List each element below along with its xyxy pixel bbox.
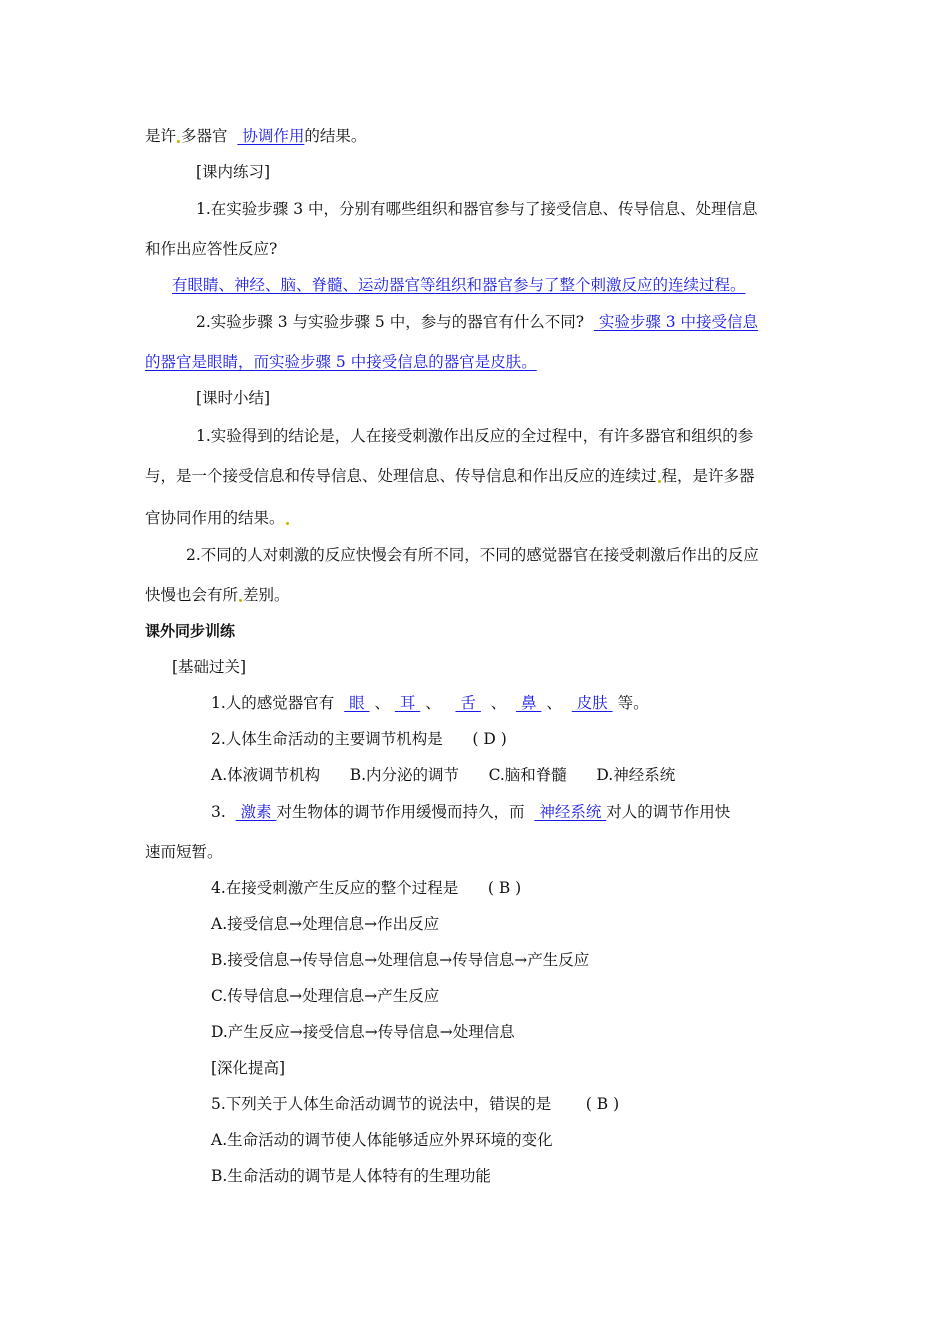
stray-mark [177, 140, 180, 143]
question-text: 5.下列关于人体生命活动调节的说法中，错误的是 [211, 1095, 552, 1113]
question-text: 4.在接受刺激产生反应的整个过程是 [211, 879, 459, 897]
basic-question-2-options [211, 765, 675, 785]
question-text: 等。 [617, 694, 649, 712]
deep-question-5 [211, 1094, 619, 1114]
answer-choice: ( D ) [472, 730, 507, 748]
summary-1-line2 [145, 466, 755, 486]
question-1-line1: 1.在实验步骤 3 中，分别有哪些组织和器官参与了接受信息、传导信息、处理信息 [196, 200, 758, 218]
answer-choice: ( B ) [487, 879, 522, 897]
separator: 、 [374, 694, 390, 712]
basic-question-3-line2: 速而短暂。 [145, 843, 223, 861]
section-heading-classroom-practice: [课内练习] [196, 163, 271, 181]
option-d: D.神经系统 [596, 766, 676, 784]
question-2-answer-part2: 的器官是眼睛，而实验步骤 5 中接受信息的器官是皮肤。 [145, 353, 537, 371]
summary-1-line1: 1.实验得到的结论是，人在接受刺激作出反应的全过程中，有许多器官和组织的参 [196, 427, 754, 445]
question-2-answer-part1: 实验步骤 3 中接受信息 [593, 313, 759, 331]
stray-mark [286, 522, 289, 525]
text: 与，是一个接受信息和传导信息、处理信息、传导信息和作出反应的连续过 [145, 467, 657, 485]
section-heading-basic: [基础过关] [172, 658, 247, 676]
section-heading-summary: [课时小结] [196, 389, 271, 407]
summary-1-line3 [145, 508, 290, 528]
separator: 、 [490, 694, 507, 712]
answer-blank: 耳 [394, 694, 421, 712]
basic-question-3-line1 [211, 802, 730, 822]
question-2-text: 2.实验步骤 3 与实验步骤 5 中，参与的器官有什么不同? [196, 313, 585, 331]
question-text: 对生物体的调节作用缓慢而持久，而 [276, 803, 525, 821]
answer-blank: 眼 [344, 694, 370, 712]
text: 多器官 [181, 127, 228, 145]
answer-blank: 舌 [455, 694, 481, 712]
text: 程，是许多器 [661, 467, 755, 485]
question-text: 对人的调节作用快 [606, 803, 731, 821]
question-text: 2.人体生命活动的主要调节机构是 [211, 730, 443, 748]
basic-question-4 [211, 878, 521, 898]
text: 快慢也会有所 [145, 586, 239, 604]
answer-blank: 协调作用 [237, 127, 305, 145]
answer-blank: 鼻 [516, 694, 542, 712]
question-2-line1 [196, 312, 758, 332]
stray-mark [658, 480, 661, 483]
text: 差别。 [243, 586, 290, 604]
text: 的结果。 [304, 127, 367, 145]
question-number: 3. [211, 803, 226, 821]
section-title-after-class: 课外同步训练 [145, 622, 236, 640]
separator: 、 [546, 694, 562, 712]
option-b: B.内分泌的调节 [349, 766, 460, 784]
answer-choice: ( B ) [585, 1095, 620, 1113]
answer-blank: 激素 [235, 803, 277, 821]
summary-2-line1: 2.不同的人对刺激的反应快慢会有所不同，不同的感觉器官在接受刺激后作出的反应 [186, 546, 759, 564]
question-1-line2: 和作出应答性反应? [145, 240, 278, 258]
basic-question-2 [211, 729, 507, 749]
question-1-answer: 有眼睛、神经、脑、脊髓、运动器官等组织和器官参与了整个刺激反应的连续过程。 [172, 276, 746, 294]
option-d: D.产生反应→接受信息→传导信息→处理信息 [211, 1023, 515, 1041]
basic-question-1 [211, 693, 649, 713]
paragraph-conclusion-end [145, 126, 366, 146]
stray-mark [239, 599, 242, 602]
option-c: C.传导信息→处理信息→产生反应 [211, 987, 440, 1005]
text: 是许 [145, 127, 177, 145]
text: 官协同作用的结果。 [145, 509, 285, 527]
option-a: A.生命活动的调节使人体能够适应外界环境的变化 [211, 1131, 553, 1149]
option-c: C.脑和脊髓 [488, 766, 567, 784]
option-b: B.接受信息→传导信息→处理信息→传导信息→产生反应 [211, 951, 590, 969]
separator: 、 [425, 694, 441, 712]
answer-blank: 皮肤 [571, 694, 613, 712]
option-a: A.体液调节机构 [211, 766, 321, 784]
question-text: 1.人的感觉器官有 [211, 694, 335, 712]
summary-2-line2 [145, 585, 290, 605]
option-a: A.接受信息→处理信息→作出反应 [211, 915, 440, 933]
section-heading-deepen: [深化提高] [211, 1059, 286, 1077]
answer-blank: 神经系统 [534, 803, 607, 821]
option-b: B.生命活动的调节是人体特有的生理功能 [211, 1167, 491, 1185]
